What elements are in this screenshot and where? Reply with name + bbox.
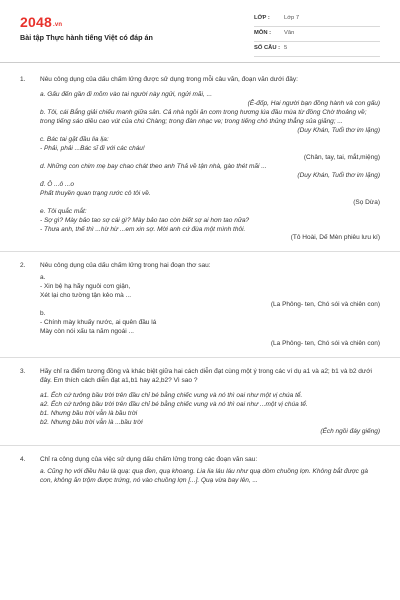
example-a2: a2. Ếch cứ tưởng bầu trời trên đầu chỉ bé bằng chiếc vung và nó thì oai như ...một vị chúa tể. (40, 401, 308, 409)
example-b2: b2. Nhưng bầu trời vẫn là ...bầu trời (40, 419, 143, 426)
meta-table (254, 12, 380, 57)
passage-b: b. Tôi, cái Bắng giải chiếu manh giữa sân. Cả nhà ngồi ăn cơm trong hương lúa đầu mùa từ đồng Chờ thoảng về; trong tiếng sáo diều cao vút của chú Chàng; trong đàn nhạc ve; trong tiếng chó thủng thẳng sủa giăng; ... (40, 108, 367, 125)
question-4 (0, 456, 400, 486)
poem-a-label: a. (40, 274, 46, 282)
poem-b-label: b. (40, 310, 46, 318)
question-3 (0, 368, 400, 437)
passage-e-2: - Thưa anh, thế thì ...hừ hừ ...em xin sợ. Mời anh cứ đùa một mình thôi. (40, 225, 246, 233)
poem-a-line-2: Xét lại cho tường tận kẻo mà ... (40, 292, 131, 300)
question-number: 3. (20, 368, 26, 376)
meta-label: MÔN : (254, 30, 272, 36)
example-b1: b1. Nhưng bầu trời vẫn là bầu trời (40, 410, 138, 418)
question-1 (0, 76, 400, 243)
meta-label: LỚP : (254, 15, 270, 21)
poem-b-line-1: - Chính mày khuấy nước, ai quên đầu lá (40, 319, 157, 327)
passage-c-head: c. Bác tai gặt đầu lia lịa: (40, 135, 109, 143)
site-logo[interactable] (20, 14, 62, 30)
source-d: (Duy Khán, Tuổi thơ im lặng) (297, 171, 380, 179)
page-header (0, 0, 400, 62)
meta-value: Lớp 7 (284, 15, 300, 21)
logo-text: 2048 (20, 14, 52, 30)
question-divider (0, 357, 400, 358)
source-a: (Ê-đốp, Hai người bạn đồng hành và con gấu) (247, 99, 380, 107)
logo-suffix: .vn (52, 22, 63, 28)
poem-b-source: (La Phông- ten, Chó sói và chiên con) (270, 340, 380, 348)
question-2 (0, 262, 400, 349)
meta-value: 5 (284, 45, 288, 51)
passage-a: a. Gấu đến gần đi mõm vào tai người này ngửi, ngửi mãi, ... (40, 90, 213, 98)
question-text: Chỉ ra công dụng của việc sử dụng dấu chấm lửng trong các đoạn văn sau: (40, 455, 258, 463)
passage-e-1: - Sợ gì? Mày bảo tao sợ cái gì? Mày bảo tao còn biết sợ ai hơn tao nữa? (40, 216, 250, 224)
poem-a-source: (La Phông- ten, Chó sói và chiên con) (270, 301, 380, 309)
poem-b-line-2: Mày còn nói xấu ta năm ngoái ... (40, 328, 134, 336)
question-text: Hãy chỉ ra điểm tương đồng và khác biệt giữa hai cách diễn đạt cùng một ý trong các ví dụ a1 và a2; b1 và b2 dưới đây. Em thích cách diễn đạt a1,b1 hay a2,b2? Vì sao ? (40, 368, 372, 385)
source-e: (Tô Hoài, Dế Mèn phiêu lưu kí) (290, 234, 380, 242)
question-number: 1. (20, 76, 26, 83)
meta-label: SỐ CÂU : (254, 45, 281, 51)
passage-dd: Phất thuyền quan trạng rước cô tôi về. (40, 189, 151, 197)
meta-row-subject (254, 27, 380, 42)
passage-c: - Phải, phải ...Bác sĩ đi với các cháu! (40, 144, 145, 152)
poem-a-line-1: - Xin bệ hạ hãy nguôi cơn giận, (40, 283, 131, 291)
passage-dd-head: đ. Ô ...ô ...o (40, 180, 74, 188)
question-divider (0, 445, 400, 446)
meta-value: Văn (284, 30, 295, 36)
question-text: Nêu công dụng của dấu chấm lửng trong hai đoạn thơ sau: (40, 262, 211, 270)
question-number: 4. (20, 455, 26, 463)
example-a1: a1. Ếch cứ tưởng bầu trời trên đầu chỉ bé bằng chiếc vung và nó thì oai như một vị chúa tể. (40, 392, 303, 400)
source-b: (Duy Khán, Tuổi thơ im lặng) (297, 126, 380, 134)
source-dd: (Sọ Dừa) (353, 198, 380, 206)
passage-a: a. Cũng họ với điều hâu là quạ: quạ đen, quạ khoang. Lia lia láu láu như quạ dòm chuồng lợn. Không bắt được gà con, không ăn trộm được trứng, nó vào chuồng lợn [...]. Quạ vừa bay lên, ... (40, 467, 368, 484)
passage-d: d. Những con chim mẹ bay chao chát theo anh Thả về tận nhà, gào thét mãi ... (40, 162, 267, 170)
meta-row-class (254, 12, 380, 27)
example-source: (Ếch ngồi đáy giếng) (320, 427, 380, 435)
page-title: Bài tập Thực hành tiếng Việt có đáp án (20, 33, 153, 42)
question-number: 2. (20, 262, 26, 270)
header-divider (0, 62, 400, 63)
meta-row-count (254, 42, 380, 57)
question-list (0, 76, 400, 486)
question-divider (0, 251, 400, 252)
source-c: (Chân, tay, tai, mắt,miệng) (303, 153, 380, 161)
question-text: Nêu công dụng của dấu chấm lửng được sử dụng trong mỗi câu văn, đoạn văn dưới đây: (40, 76, 298, 83)
passage-e-head: e. Tôi quắc mắt: (40, 207, 87, 215)
